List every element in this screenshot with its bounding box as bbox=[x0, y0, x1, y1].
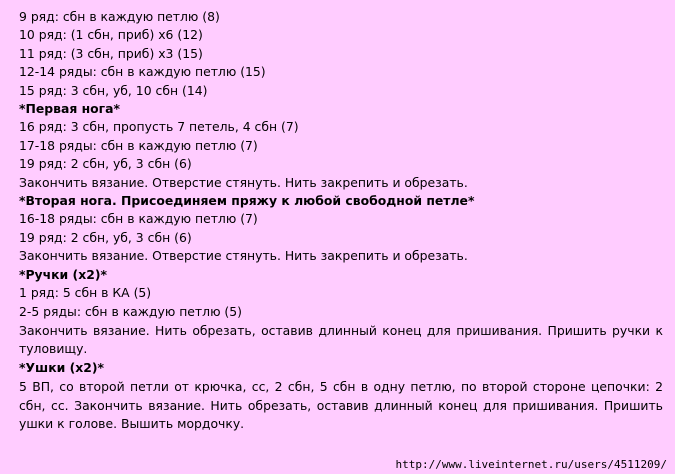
row-9: 9 ряд: сбн в каждую петлю (8) bbox=[19, 9, 220, 24]
arms-rows-2-5: 2-5 ряды: сбн в каждую петлю (5) bbox=[19, 303, 242, 319]
section-arms: *Ручки (х2)* bbox=[19, 266, 107, 282]
source-url-watermark: http://www.liveinternet.ru/users/4511209/ bbox=[395, 458, 667, 471]
section-second-leg: *Вторая нога. Присоединяем пряжу к любой свободной петле* bbox=[19, 193, 475, 209]
row-11: 11 ряд: (3 сбн, приб) х3 (15) bbox=[19, 45, 203, 61]
row-10: 10 ряд: (1 сбн, приб) х6 (12) bbox=[19, 27, 203, 43]
second-leg-finish: Закончить вязание. Отверстие стянуть. Нить закрепить и обрезать. bbox=[19, 248, 468, 264]
second-leg-row-19: 19 ряд: 2 сбн, уб, 3 сбн (6) bbox=[19, 229, 192, 245]
row-15: 15 ряд: 3 сбн, уб, 10 сбн (14) bbox=[19, 82, 208, 98]
first-leg-finish: Закончить вязание. Отверстие стянуть. Нить закрепить и обрезать. bbox=[19, 174, 468, 190]
section-ears: *Ушки (х2)* bbox=[19, 359, 105, 375]
first-leg-row-19: 19 ряд: 2 сбн, уб, 3 сбн (6) bbox=[19, 156, 192, 172]
arms-finish: Закончить вязание. Нить обрезать, оставив длинный конец для пришивания. Пришить ручки к туловищу. bbox=[19, 322, 663, 357]
section-first-leg: *Первая нога* bbox=[19, 101, 120, 117]
arms-row-1: 1 ряд: 5 сбн в КА (5) bbox=[19, 285, 152, 301]
pattern-text bbox=[19, 8, 669, 433]
rows-12-14: 12-14 ряды: сбн в каждую петлю (15) bbox=[19, 64, 266, 80]
first-leg-row-16: 16 ряд: 3 сбн, пропусть 7 петель, 4 сбн (7) bbox=[19, 119, 299, 135]
second-leg-rows-16-18: 16-18 ряды: сбн в каждую петлю (7) bbox=[19, 211, 258, 227]
first-leg-rows-17-18: 17-18 ряды: сбн в каждую петлю (7) bbox=[19, 137, 258, 153]
ears-instructions: 5 ВП, со второй петли от крючка, сс, 2 сбн, 5 сбн в одну петлю, по второй стороне цепочки: 2 сбн, сс. Закончить вязание. Нить обрезать, оставив длинный конец для пришивания. Пришить ушки к голове. Вышить мордочку. bbox=[19, 379, 663, 431]
